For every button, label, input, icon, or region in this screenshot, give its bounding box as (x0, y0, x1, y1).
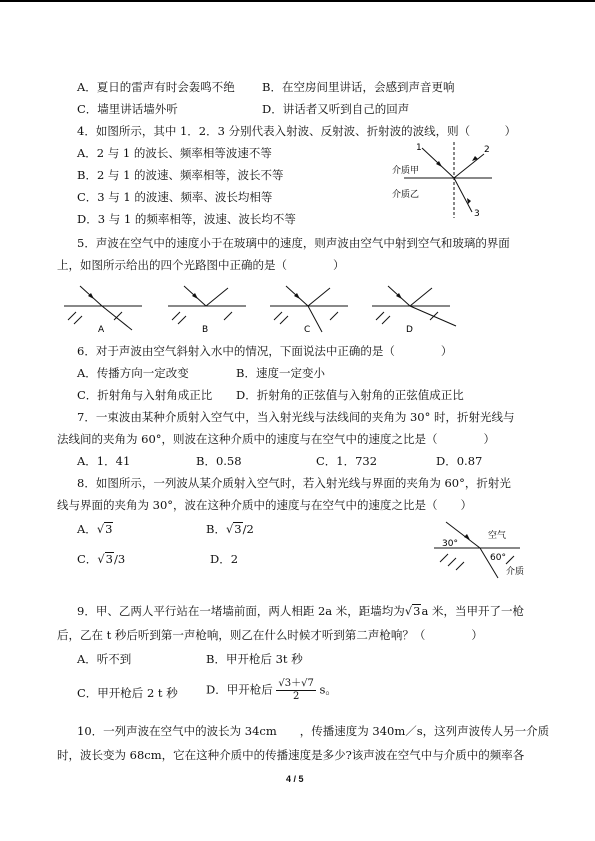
q5-figures (60, 276, 460, 336)
q4-stem: 4．如图所示，其中 1．2．3 分别代表入射波、反射波、折射波的波线，则（ ） (77, 124, 517, 138)
q5-label-c: C (304, 325, 311, 335)
top-rule (0, 0, 595, 2)
q7-option-b: B．0.58 (196, 454, 242, 468)
q10-stem-line1: 10．一列声波在空气中的波长为 34cm ，传播速度为 340m／s，这列声波传人另一介质 (77, 724, 550, 738)
q4-medium2-label: 介质乙 (392, 190, 420, 200)
q8-option-c: C．√3/3 (77, 552, 126, 566)
q5-stem-line1: 5．声波在空气中的速度小于在玻璃中的速度，则声波由空气中射到空气和玻璃的界面 (77, 236, 510, 250)
q8-angle1-label: 30° (442, 539, 458, 549)
q7-option-d: D．0.87 (436, 454, 483, 468)
q4-option-d: D．3 与 1 的频率相等，波速、波长均不等 (77, 212, 296, 226)
page-number: 4 / 5 (286, 774, 304, 784)
q9-fraction: $\frac{√3+√7}{2}$ (278, 678, 314, 702)
q8-medium2-label: 介质 (506, 567, 525, 577)
q4-ray2-label: 2 (484, 145, 490, 155)
q4-option-a: A．2 与 1 的波长、频率相等波速不等 (77, 146, 272, 160)
q8-option-b: B．√3/2 (206, 522, 254, 536)
q9-option-a: A．听不到 (77, 652, 132, 666)
q9-option-c: C．甲开枪后 2 t 秒 (77, 686, 178, 700)
q6-option-d: D．折射角的正弦值与入射角的正弦值成正比 (236, 388, 464, 402)
q8-option-d: D．2 (210, 552, 239, 566)
q7-stem-line2: 法线间的夹角为 60°，则波在这种介质中的速度与在空气中的速度之比是（ ） (57, 432, 496, 446)
q5-stem-line2: 上，如图所示给出的四个光路图中正确的是（ ） (57, 258, 345, 272)
q9-stem-line1: 9．甲、乙两人平行站在一堵墙前面，两人相距 2a 米，距墙均为√3a 米，当甲开了一枪 (77, 604, 524, 618)
q5-diagram-b (168, 286, 246, 335)
q7-stem-line1: 7．一束波由某种介质射入空气中，当入射光线与法线间的夹角为 30° 时，折射光线与 (77, 410, 515, 424)
q8-option-a: A．√3 (77, 522, 113, 536)
q9-option-b: B．甲开枪后 3t 秒 (206, 652, 303, 666)
q6-option-b: B．速度一定变小 (236, 366, 325, 380)
q4-medium1-label: 介质甲 (392, 166, 420, 176)
q8-figure (432, 520, 542, 582)
q8-angle2-label: 60° (490, 553, 506, 563)
q4-ray3-label: 3 (474, 209, 480, 219)
q3-option-a: A．夏日的雷声有时会轰鸣不绝 (77, 80, 235, 94)
q4-ray1-label: 1 (416, 143, 422, 153)
q5-diagram-a (64, 286, 142, 335)
q6-stem: 6．对于声波由空气斜射入水中的情况，下面说法中正确的是（ ） (77, 344, 453, 358)
q5-label-d: D (406, 325, 413, 335)
q4-option-b: B．2 与 1 的波速、频率相等，波长不等 (77, 168, 284, 182)
q3-option-c: C．墙里讲话墙外听 (77, 102, 178, 116)
q9-stem-line2: 后，乙在 t 秒后听到第一声枪响，则乙在什么时候才听到第二声枪响？（ ） (57, 628, 483, 642)
q6-option-c: C．折射角与入射角成正比 (77, 388, 213, 402)
q9-option-d: D．甲开枪后 $\frac{√3+√7}{2}$ s。 (206, 678, 337, 702)
q10-stem-line2: 时，波长变为 68cm，它在这种介质中的传播速度是多少?该声波在空气中与介质中的频率各 (57, 748, 525, 762)
q7-option-c: C．1．732 (316, 454, 378, 468)
q8-stem-line1: 8．如图所示，一列波从某介质射入空气时，若入射光线与界面的夹角为 60°，折射光 (77, 476, 511, 490)
q3-option-d: D．讲话者又听到自己的回声 (262, 102, 410, 116)
q8-medium1-label: 空气 (488, 531, 507, 541)
q8-stem-line2: 线与界面的夹角为 30°，波在这种介质中的速度与在空气中的速度之比是（ ） (57, 498, 473, 512)
q3-option-b: B．在空房间里讲话，会感到声音更响 (262, 80, 455, 94)
q5-diagram-d (372, 286, 456, 335)
q4-option-c: C．3 与 1 的波速、频率、波长均相等 (77, 190, 273, 204)
q5-label-a: A (98, 325, 105, 335)
q5-diagram-c (270, 286, 348, 335)
q5-label-b: B (202, 325, 209, 335)
q7-option-a: A．1．41 (77, 454, 131, 468)
q4-figure (392, 140, 502, 220)
q6-option-a: A．传播方向一定改变 (77, 366, 189, 380)
